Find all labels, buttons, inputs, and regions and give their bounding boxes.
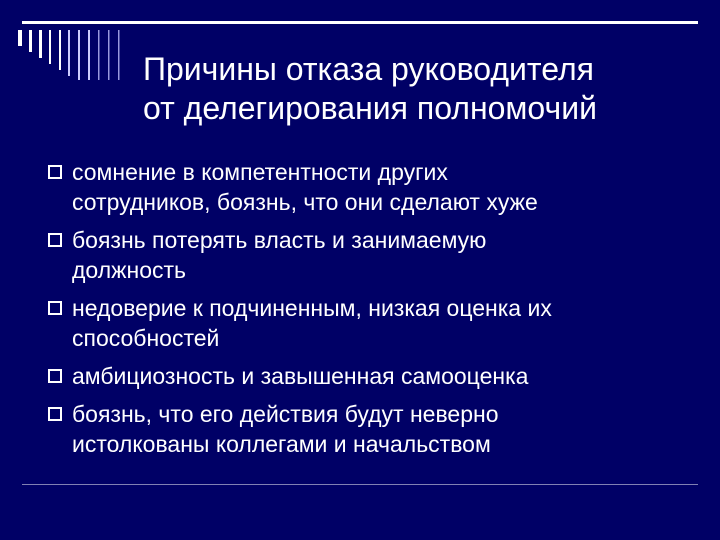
- slide-title-line: от делегирования полномочий: [143, 90, 597, 126]
- hollow-square-icon: [48, 165, 62, 179]
- bullet-list: [48, 157, 698, 467]
- bullet-text: должность: [72, 257, 187, 283]
- bullet-text: боязнь потерять власть и занимаемую: [72, 227, 487, 253]
- bullet-text: сотрудников, боязнь, что они сделают хуже: [72, 189, 538, 215]
- bullet-item: [48, 293, 698, 353]
- bullet-item: [48, 361, 698, 391]
- bullet-item: [48, 225, 698, 285]
- hollow-square-icon: [48, 369, 62, 383]
- bullet-text: истолкованы коллегами и начальством: [72, 431, 491, 457]
- bottom-rule: [22, 484, 698, 485]
- bullet-text: боязнь, что его действия будут неверно: [72, 401, 499, 427]
- bullet-text: амбициозность и завышенная самооценка: [72, 363, 529, 389]
- bullet-text: недоверие к подчиненным, низкая оценка их: [72, 295, 552, 321]
- hollow-square-icon: [48, 233, 62, 247]
- bullet-item: [48, 157, 698, 217]
- decorative-stripes-icon: [18, 30, 128, 82]
- top-rule: [22, 21, 698, 24]
- slide-title: [143, 50, 703, 128]
- slide-title-line: Причины отказа руководителя: [143, 51, 594, 87]
- hollow-square-icon: [48, 407, 62, 421]
- bullet-item: [48, 399, 698, 459]
- hollow-square-icon: [48, 301, 62, 315]
- bullet-text: сомнение в компетентности других: [72, 159, 448, 185]
- bullet-text: способностей: [72, 325, 220, 351]
